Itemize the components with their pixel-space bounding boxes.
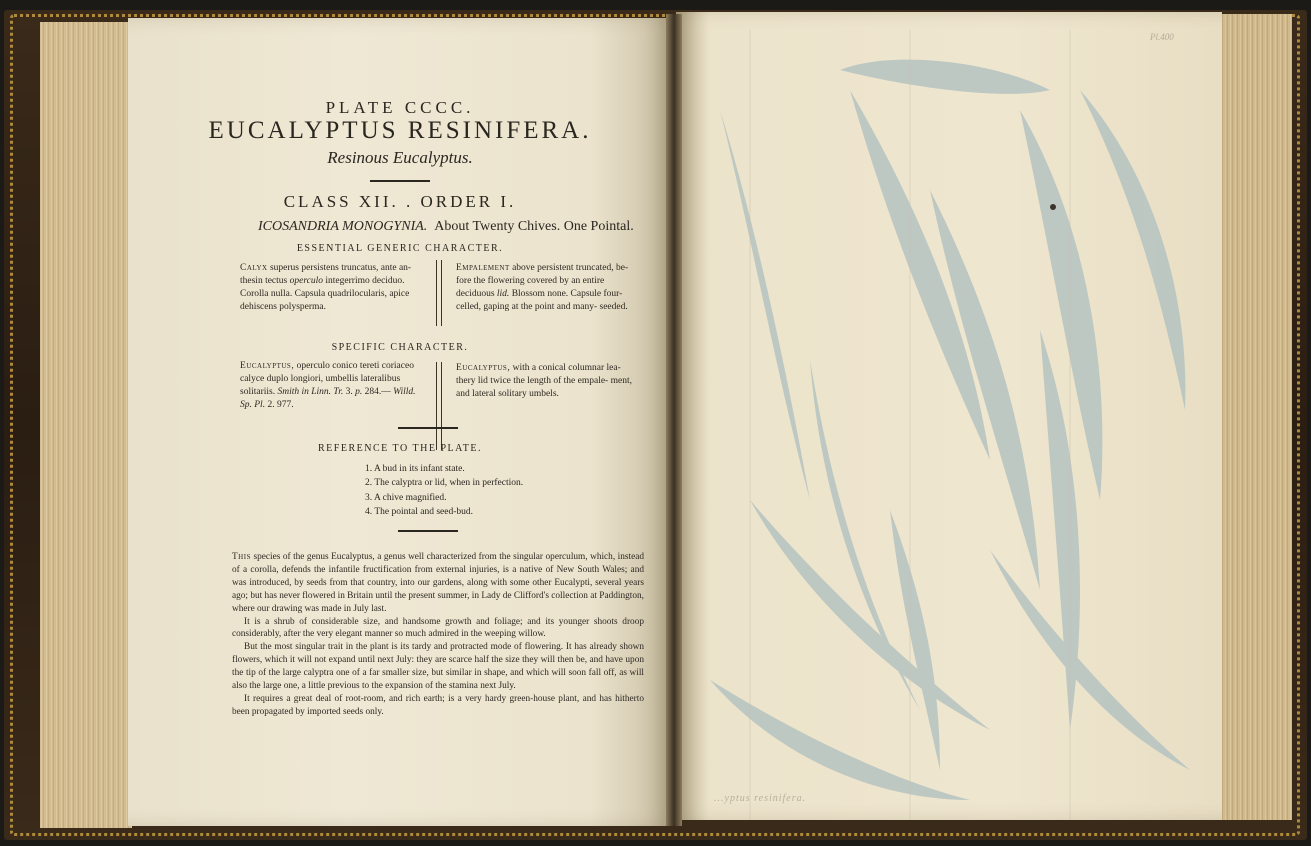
paragraph-text: species of the genus Eucalyptus, a genus well characterized from the singular operculum, which, instead of a corolla, defends the infantile fructification from external injuries, is a native of New South Wales; and was introduced, by seeds from that country, into our gardens, along with some other Eucalypti, several years ago; but has never flowered in Britain until the present summer, in Lady de Clifford's collection at Paddington, where our drawing was made in July last. xyxy=(232,552,644,614)
ornamental-rule xyxy=(398,427,458,429)
english-text: with a conical columnar lea- thery lid twice the length of the empale- ment, and lateral solitary umbels. xyxy=(456,363,632,399)
english-text: Blossom none. Capsule four-celled, gaping at the point and many- seeded. xyxy=(456,289,628,312)
page-lines xyxy=(750,30,1070,820)
leaf-shape xyxy=(930,190,1040,590)
english-lead-word: Empalement xyxy=(456,263,510,273)
common-name: Resinous Eucalyptus. xyxy=(327,148,473,167)
citation-text: 2. 977. xyxy=(265,400,294,410)
leaf-shape xyxy=(890,510,940,770)
latin-text: operculo conico tereti coriaceo calyce duplo longiori, umbellis lateralibus solitariis. xyxy=(240,361,414,397)
reference-item: 4. The pointal and seed-bud. xyxy=(365,507,473,518)
citation-text: 3. xyxy=(343,387,356,397)
english-italic-term: lid. xyxy=(496,289,510,299)
plate-number: PLATE CCCC. xyxy=(325,98,475,117)
classification-translation: About Twenty Chives. One Pointal. xyxy=(434,219,634,234)
specific-character-english xyxy=(456,362,640,401)
citation-italic: Willd. Sp. Pl. xyxy=(240,387,416,410)
reference-list xyxy=(365,462,523,520)
leaf-shape xyxy=(1040,330,1080,730)
paragraph: It is a shrub of considerable size, and handsome growth and foliage; and its younger shoots droop considerably, after the very elegant manner so much admired in the weeping willow. xyxy=(232,616,644,640)
linnaean-name: ICOSANDRIA MONOGYNIA. xyxy=(258,219,428,234)
leaf-shape xyxy=(840,60,1050,94)
eucalyptus-illustration-show-through xyxy=(690,30,1210,820)
paragraph-lead-word: This xyxy=(232,552,251,562)
ornamental-rule xyxy=(398,530,458,532)
reference-heading: REFERENCE TO THE PLATE. xyxy=(318,443,482,454)
paragraph: But the most singular trait in the plant is its tardy and protracted mode of flowering. It has already shown flowers, which it will not expand until next July: they are scarce half the size they will then be, and have upon the tip of the large calyptra one of a far smaller size, but similar in shape, and which will soon fall off, as will also the large one, a little previous to the expansion of the stamina next July. xyxy=(232,642,644,692)
ink-speck xyxy=(1050,204,1056,210)
essential-character-latin xyxy=(240,262,424,314)
leaf-shape xyxy=(990,550,1190,770)
leaf-shape xyxy=(750,500,990,730)
class-order-line: CLASS XII. . ORDER I. xyxy=(283,192,517,211)
latin-lead-word: Eucalyptus, xyxy=(240,361,295,371)
citation-text: 284.— xyxy=(362,387,391,397)
essential-character-english xyxy=(456,262,642,314)
paragraph xyxy=(232,551,644,616)
citation-italic: p. xyxy=(355,387,363,397)
reference-item: 2. The calyptra or lid, when in perfection. xyxy=(365,478,524,489)
latin-italic-term: operculo xyxy=(289,276,324,286)
leaf-group xyxy=(710,60,1190,800)
latin-text: superus persistens truncatus, ante an- thesin tectus xyxy=(240,263,412,286)
left-page-edges xyxy=(40,22,132,828)
reference-item: 1. A bud in its infant state. xyxy=(365,464,465,474)
essential-character-heading: ESSENTIAL GENERIC CHARACTER. xyxy=(296,243,504,254)
english-text: above persistent truncated, be- fore the flowering covered by an entire deciduous xyxy=(456,263,629,299)
citation-italic: Smith in Linn. Tr. xyxy=(277,387,344,397)
specific-character-latin xyxy=(240,360,418,412)
column-divider xyxy=(436,362,442,450)
latin-text: integerrimo deciduo. Corolla nulla. Capsula quadrilocularis, apice dehiscens polysperma. xyxy=(240,276,410,312)
plate-caption-show-through: ...yptus resinifera. xyxy=(714,793,807,804)
latin-lead-word: Calyx xyxy=(240,263,268,273)
species-title: EUCALYPTUS RESINIFERA. xyxy=(208,117,592,144)
column-divider xyxy=(436,260,442,326)
leaf-shape xyxy=(720,110,810,500)
description-body xyxy=(232,551,644,719)
ornamental-rule xyxy=(370,180,430,182)
english-lead-word: Eucalyptus, xyxy=(456,363,511,373)
paragraph: It requires a great deal of root-room, and rich earth; is a very hardy green-house plant, and has hitherto been propagated by imported seeds only. xyxy=(232,693,644,717)
right-page-edges xyxy=(1214,14,1292,820)
plate-corner-mark: Pl.400 xyxy=(1150,32,1174,42)
reference-item: 3. A chive magnified. xyxy=(365,492,447,503)
specific-character-heading: SPECIFIC CHARACTER. xyxy=(331,342,469,353)
leaf-shape xyxy=(850,90,990,460)
linnaean-classification xyxy=(258,219,634,235)
